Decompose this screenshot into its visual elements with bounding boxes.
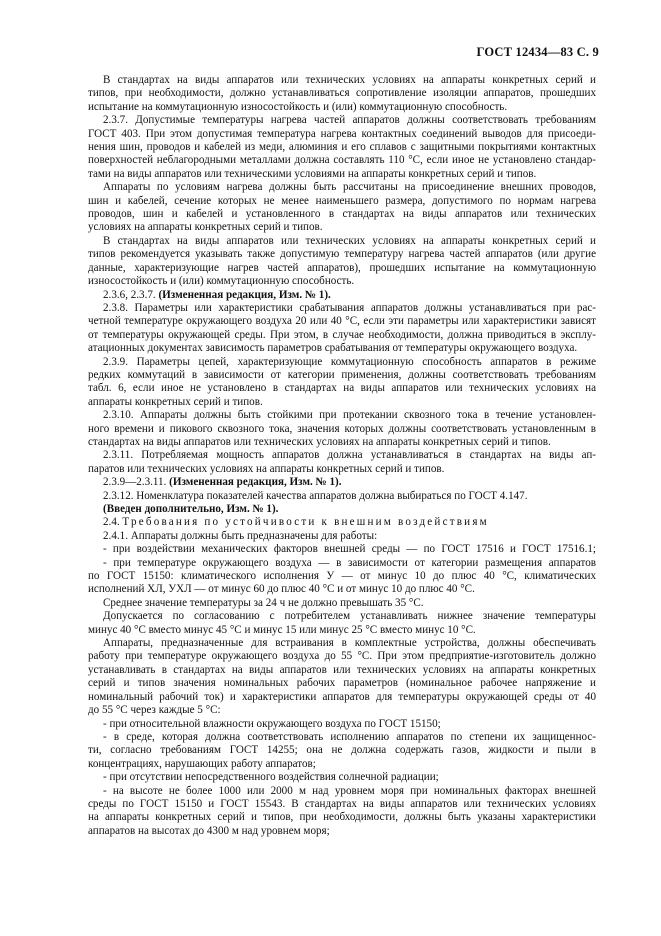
text-line-content: четной температуре окружающего воздуха 20 или 40 °С, если эти параметры или характеристики зависят bbox=[88, 315, 596, 328]
text-line-content: - при относительной влажности окружающего воздуха по ГОСТ 15150; bbox=[103, 717, 441, 730]
text-line-content: Среднее значение температуры за 24 ч не должно превышать 35 °С. bbox=[103, 596, 424, 609]
text-line bbox=[88, 463, 596, 476]
text-line bbox=[88, 87, 596, 100]
text-line bbox=[88, 128, 596, 141]
text-line bbox=[88, 543, 596, 556]
text-line-content: 2.3.6, 2.3.7. bbox=[103, 288, 159, 301]
text-line bbox=[88, 677, 596, 690]
text-line bbox=[88, 650, 596, 663]
text-line bbox=[88, 329, 596, 342]
text-line bbox=[88, 369, 596, 382]
text-line bbox=[88, 583, 596, 596]
text-line bbox=[88, 691, 596, 704]
text-line bbox=[88, 610, 596, 623]
amendment-note: (Измененная редакция, Изм. № 1). bbox=[169, 476, 342, 489]
text-line-content: В стандартах на виды аппаратов или технических условиях на аппараты конкретных серий и bbox=[103, 234, 596, 247]
text-line bbox=[88, 811, 596, 824]
text-line bbox=[88, 516, 596, 529]
text-line-content: минус 40 °С вместо минус 45 °С и минус 15 или минус 25 °С вместо минус 10 °С. bbox=[88, 623, 476, 636]
text-line-content: типов, при необходимости, должно устанавливаться сопротивление изоляции аппаратов, прошедших bbox=[88, 87, 596, 100]
text-line bbox=[88, 423, 596, 436]
text-line bbox=[88, 221, 596, 234]
text-line-content: ного времени и пикового сквозного тока, значения которых должны соответствовать установленным в bbox=[88, 422, 596, 435]
text-line bbox=[88, 195, 596, 208]
text-line bbox=[88, 637, 596, 650]
amendment-note: (Измененная редакция, Изм. № 1). bbox=[158, 288, 331, 301]
text-line-content: 2.3.8. Параметры или характеристики срабатывания аппаратов должны устанавливаться при рас- bbox=[103, 301, 596, 314]
text-line-content: редких коммутаций в зависимости от категории применения, должны соответствовать требованиям bbox=[88, 368, 596, 381]
text-line bbox=[88, 208, 596, 221]
text-line-content: 2.3.11. Потребляемая мощность аппаратов должна устанавливаться в стандартах на виды ап- bbox=[103, 449, 596, 462]
text-line bbox=[88, 597, 596, 610]
text-line bbox=[88, 624, 596, 637]
text-line bbox=[88, 382, 596, 395]
text-line-content: 2.3.10. Аппараты должны быть стойкими при протекании сквозного тока в течение установлен- bbox=[103, 409, 596, 422]
page-header: ГОСТ 12434—83 С. 9 bbox=[476, 45, 599, 59]
text-line bbox=[88, 356, 596, 369]
text-line-content: типов рекомендуется указывать также допустимую температуру нагрева частей аппаратов (или другие bbox=[88, 248, 596, 261]
text-line-content: аппаратов на высотах до 4300 м над уровнем моря; bbox=[88, 824, 330, 837]
text-line bbox=[88, 570, 596, 583]
text-line bbox=[88, 704, 596, 717]
text-line bbox=[88, 181, 596, 194]
text-line-content: исполнений ХЛ, УХЛ — от минус 60 до плюс 40 °С и от минус 10 до плюс 40 °С. bbox=[88, 583, 475, 596]
text-line-content: нения шин, проводов и кабелей из меди, алюминия и его сплавов с защитными покрытиями контактных bbox=[88, 141, 596, 154]
text-line-content: Допускается по согласованию с потребителем устанавливать нижнее значение температуры bbox=[103, 610, 596, 623]
text-line-content: условиях на аппараты конкретных серий и типов. bbox=[88, 221, 323, 234]
text-line bbox=[88, 154, 596, 167]
text-line bbox=[88, 436, 596, 449]
text-line-content: проводов, шин и кабелей и установленного в стандартах на виды аппаратов или технических bbox=[88, 208, 596, 221]
text-line bbox=[88, 664, 596, 677]
text-line bbox=[88, 731, 596, 744]
text-line-content: 2.3.12. Номенклатура показателей качества аппаратов должна выбираться по ГОСТ 4.147. bbox=[103, 489, 528, 502]
text-line-content: тами на виды аппаратов или техническими условиями на аппараты конкретных серий и типов. bbox=[88, 167, 537, 180]
text-line-content: стандартах на виды аппаратов или технических условиях на аппараты конкретных серий и типов. bbox=[88, 435, 551, 448]
text-line-content: шин и кабелей, сечение которых не менее наименьшего размера, допустимого по нормам нагрева bbox=[88, 194, 596, 207]
text-line-content: 2.3.9—2.3.11. bbox=[103, 476, 170, 489]
text-line bbox=[88, 798, 596, 811]
text-line-content: износостойкость и (или) коммутационную способность. bbox=[88, 275, 355, 288]
text-line bbox=[88, 718, 596, 731]
text-line-content: от температуры окружающей среды. При этом, в случае необходимости, должна приводиться в эксплу- bbox=[88, 328, 596, 341]
text-line bbox=[88, 557, 596, 570]
text-line-content: - при отсутствии непосредственного воздействия солнечной радиации; bbox=[103, 771, 439, 784]
text-line-content: по ГОСТ 15150: климатического исполнения У — от минус 10 до плюс 40 °С, климатических bbox=[88, 570, 596, 583]
text-line bbox=[88, 476, 596, 489]
text-line bbox=[88, 114, 596, 127]
text-line bbox=[88, 235, 596, 248]
text-line bbox=[88, 744, 596, 757]
text-line-content: данные, характеризующие нагрев частей аппаратов), прошедших испытание на коммутационную bbox=[88, 261, 596, 274]
text-line-content: паратов или технических условиях на аппараты конкретных серий и типов. bbox=[88, 462, 445, 475]
text-line-content: ГОСТ 403. При этом допустимая температура нагрева контактных соединений выводов для присоеди- bbox=[88, 127, 596, 140]
text-line bbox=[88, 409, 596, 422]
text-line-content: 2.4.1. Аппараты должны быть предназначены для работы: bbox=[103, 529, 378, 542]
text-line bbox=[88, 758, 596, 771]
section-heading: Требования по устойчивости к внешним воздействиям bbox=[122, 516, 489, 529]
text-line bbox=[88, 168, 596, 181]
text-line-content: серий и типов значения номинальных рабочих параметров (номинальное рабочее напряжение и bbox=[88, 677, 596, 690]
text-line-content: работу при температуре окружающего воздуха до 55 °С. При этом предприятие-изготовитель должно bbox=[88, 650, 596, 663]
document-body bbox=[88, 74, 596, 838]
text-line bbox=[88, 771, 596, 784]
text-line-content: аппараты конкретных серий и типов. bbox=[88, 395, 263, 408]
text-line bbox=[88, 530, 596, 543]
text-line bbox=[88, 275, 596, 288]
text-line-content: ти, согласно требованиям ГОСТ 14255; она не должна содержать газов, жидкости и пыли в bbox=[88, 744, 596, 757]
text-line-content: испытание на коммутационную износостойкость и (или) коммутационную способность. bbox=[88, 100, 508, 113]
amendment-note: (Введен дополнительно, Изм. № 1). bbox=[103, 503, 279, 515]
text-line-content: 2.3.7. Допустимые температуры нагрева частей аппаратов должны соответствовать требованиям bbox=[103, 114, 596, 127]
text-line bbox=[88, 74, 596, 87]
text-line-content: среды по ГОСТ 15150 и ГОСТ 15543. В стандартах на виды аппаратов или технических условиях bbox=[88, 797, 596, 810]
text-line-content: концентрациях, нарушающих работу аппаратов; bbox=[88, 757, 316, 770]
text-line-content: Аппараты по условиям нагрева должны быть рассчитаны на присоединение внешних проводов, bbox=[103, 181, 596, 194]
text-line-content: до 55 °С через каждые 5 °С: bbox=[88, 704, 221, 717]
text-line bbox=[88, 101, 596, 114]
text-line-content: устанавливать в стандартах на виды аппаратов или технических условиях на аппараты конкретных bbox=[88, 663, 596, 676]
text-line-content: атационных документах зависимость параметров срабатывания от температуры окружающего воздуха. bbox=[88, 342, 578, 355]
text-line-content: - в среде, которая должна соответствовать исполнению аппаратов по степени их защищеннос- bbox=[103, 730, 596, 743]
text-line-content: Аппараты, предназначенные для встраивания в комплектные устройства, должны обеспечивать bbox=[103, 637, 596, 650]
text-line-content: табл. 6, если иное не установлено в стандартах на виды аппаратов или технических условиях на bbox=[88, 382, 596, 395]
text-line bbox=[88, 262, 596, 275]
text-line-content: - при воздействии механических факторов внешней среды — по ГОСТ 17516 и ГОСТ 17516.1; bbox=[103, 543, 596, 556]
text-line bbox=[88, 342, 596, 355]
text-line bbox=[88, 490, 596, 503]
text-line-content: номинальный рабочий ток) и характеристики аппаратов для температуры окружающей среды от 40 bbox=[88, 690, 596, 703]
text-line bbox=[88, 315, 596, 328]
text-line-content: В стандартах на виды аппаратов или технических условиях на аппараты конкретных серий и bbox=[103, 74, 596, 86]
text-line bbox=[88, 248, 596, 261]
text-line-content: 2.4. bbox=[103, 516, 123, 529]
text-line bbox=[88, 503, 596, 516]
text-line bbox=[88, 785, 596, 798]
text-line bbox=[88, 825, 596, 838]
text-line-content: - на высоте не более 1000 или 2000 м над уровнем моря при номинальных факторах внешней bbox=[103, 784, 596, 797]
text-line-content: - при температуре окружающего воздуха — в зависимости от категории размещения аппаратов bbox=[103, 556, 596, 569]
text-line bbox=[88, 396, 596, 409]
text-line bbox=[88, 141, 596, 154]
text-line-content: поверхностей неблагородными металлами должна составлять 110 °С, если иное не установлено стандар- bbox=[88, 154, 596, 167]
text-line-content: на аппараты конкретных серий и типов, при необходимости, должны быть указаны характеристики bbox=[88, 811, 596, 824]
text-line bbox=[88, 302, 596, 315]
text-line-content: 2.3.9. Параметры цепей, характеризующие коммутационную способность аппаратов в режиме bbox=[103, 355, 596, 368]
text-line bbox=[88, 289, 596, 302]
text-line bbox=[88, 449, 596, 462]
